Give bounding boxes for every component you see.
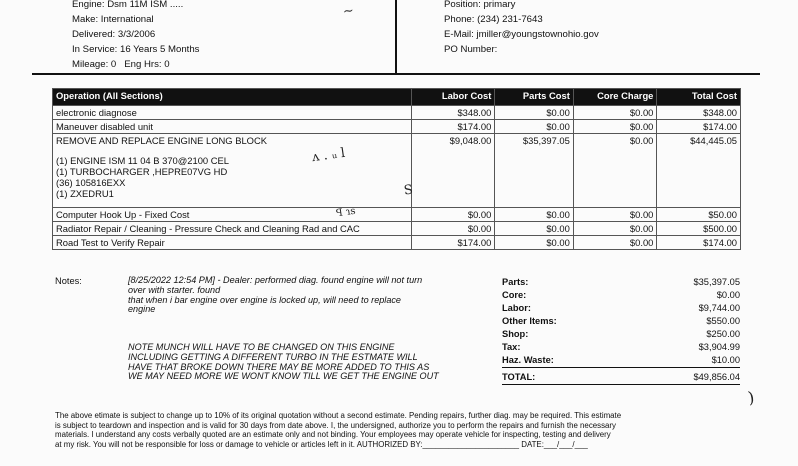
core-cell: $0.00 — [573, 208, 657, 222]
labor-cell: $0.00 — [411, 208, 495, 222]
parts-cell: $0.00 — [495, 106, 573, 120]
labor-cell: $0.00 — [411, 222, 495, 236]
summary-label: Haz. Waste: — [502, 355, 554, 365]
summary-row — [502, 328, 740, 341]
table-row — [53, 134, 741, 208]
col-parts: Parts Cost — [495, 89, 573, 106]
summary-value: $250.00 — [706, 329, 740, 339]
summary-row — [502, 289, 740, 302]
operation-cell: Radiator Repair / Cleaning - Pressure Check and Cleaning Rad and CAC — [53, 222, 412, 236]
labor-cell: $348.00 — [411, 106, 495, 120]
parts-cell: $0.00 — [495, 222, 573, 236]
summary-label: Labor: — [502, 303, 531, 313]
labor-cell: $174.00 — [411, 120, 495, 134]
contact-info — [444, 0, 599, 57]
operation-cell: Road Test to Verify Repair — [53, 236, 412, 250]
table-row — [53, 106, 741, 120]
handwritten-mark: S — [402, 182, 414, 199]
position-line: Position: primary — [444, 0, 516, 10]
note-line: over with starter. found — [128, 284, 221, 295]
col-labor: Labor Cost — [411, 89, 495, 106]
footer-line: The above etimate is subject to change up to 10% of its original quotation without a second estimate. Pending repairs, further diag. may be required. This estimate — [55, 411, 622, 420]
summary-total-label: TOTAL: — [502, 372, 536, 382]
pen-mark: ~ — [342, 3, 355, 20]
operation-title: REMOVE AND REPLACE ENGINE LONG BLOCK — [56, 135, 267, 146]
table-row — [53, 222, 741, 236]
col-operation: Operation (All Sections) — [53, 89, 412, 106]
caps-line: WE MAY NEED MORE WE WONT KNOW TILL WE GET THE ENGINE OUT — [128, 371, 439, 382]
phone-line: Phone: (234) 231-7643 — [444, 14, 543, 25]
operation-cell: Maneuver disabled unit — [53, 120, 412, 134]
parts-cell: $0.00 — [495, 120, 573, 134]
engine-hours: Eng Hrs: 0 — [124, 59, 170, 70]
note-line: that when i bar engine over engine is locked up, will need to replace — [128, 294, 401, 305]
summary-label: Parts: — [502, 277, 529, 287]
summary-row — [502, 354, 740, 368]
notes-caps — [128, 343, 500, 382]
mileage: Mileage: 0 — [72, 59, 117, 70]
operation-cell: electronic diagnose — [53, 106, 412, 120]
labor-cell: $9,048.00 — [411, 134, 495, 208]
summary-label: Core: — [502, 290, 527, 300]
operations-table — [52, 88, 741, 250]
vehicle-info — [72, 0, 199, 72]
footer-line: at my risk. You will not be responsible for loss or damage to vehicle or articles left in it. AUTHORIZED BY:______________________ DATE:___/___/___ — [55, 439, 588, 449]
total-cell: $174.00 — [657, 120, 741, 134]
header-rule — [32, 73, 760, 75]
notes-label: Notes: — [55, 276, 82, 286]
col-core: Core Charge — [573, 89, 657, 106]
summary-row — [502, 276, 740, 289]
note-line: engine — [128, 304, 156, 315]
parts-cell: $35,397.05 — [495, 134, 573, 208]
footer-line: materials. I understand any costs verbally quoted are an estimate only and not binding. Your employees may operate vehicle for inspecting, testing and delivery — [55, 430, 611, 439]
core-cell: $0.00 — [573, 222, 657, 236]
summary-value: $10.00 — [711, 355, 740, 365]
total-cell: $348.00 — [657, 106, 741, 120]
core-cell: $0.00 — [573, 134, 657, 208]
delivered-line: Delivered: 3/3/2006 — [72, 29, 156, 40]
header-divider — [395, 0, 397, 73]
table-row — [53, 208, 741, 222]
summary-value: $3,904.99 — [698, 342, 740, 352]
part-line: (36) 105816EXX — [56, 177, 126, 188]
footer-disclaimer — [55, 411, 741, 449]
total-cell: $174.00 — [657, 236, 741, 250]
table-header — [53, 89, 741, 106]
total-cell: $50.00 — [657, 208, 741, 222]
summary-value: $550.00 — [706, 316, 740, 326]
caps-line: INCLUDING GETTING A DIFFERENT TURBO IN THE ESTMATE WILL — [128, 351, 418, 362]
summary-row — [502, 315, 740, 328]
note-line: [8/25/2022 12:54 PM] - Dealer: performed diag. found engine will not turn — [128, 275, 423, 285]
footer-line: is subject to teardown and inspection and is valid for 30 days from date above. I, the undersigned, authorize you to perform the repairs and furnish the necessary — [55, 420, 616, 430]
summary — [502, 276, 740, 385]
table-row — [53, 236, 741, 250]
summary-total-value: $49,856.04 — [693, 372, 740, 382]
operation-cell: Computer Hook Up - Fixed Cost — [53, 208, 412, 222]
core-cell: $0.00 — [573, 106, 657, 120]
part-line: (1) ZXEDRU1 — [56, 188, 114, 199]
summary-label: Shop: — [502, 329, 529, 339]
summary-label: Other Items: — [502, 316, 557, 326]
total-cell: $500.00 — [657, 222, 741, 236]
notes-body — [128, 276, 498, 315]
summary-row-total — [502, 370, 740, 385]
core-cell: $0.00 — [573, 236, 657, 250]
part-line: (1) TURBOCHARGER ,HEPRE07VG HD — [56, 166, 228, 177]
parts-cell: $0.00 — [495, 236, 573, 250]
summary-label: Tax: — [502, 342, 521, 352]
caps-line: HAVE THAT BROKE DOWN THERE MAY BE MORE ADDED TO THIS AS — [128, 361, 430, 372]
labor-cell: $174.00 — [411, 236, 495, 250]
in-service-line: In Service: 16 Years 5 Months — [72, 44, 200, 55]
total-cell: $44,445.05 — [657, 134, 741, 208]
table-row — [53, 120, 741, 134]
summary-value: $35,397.05 — [693, 277, 740, 287]
operation-cell — [53, 134, 412, 208]
summary-value: $0.00 — [716, 290, 740, 300]
pen-stroke: ) — [746, 387, 756, 408]
make-line: Make: International — [72, 14, 154, 25]
po-line: PO Number: — [444, 44, 498, 55]
mileage-line — [72, 57, 199, 72]
core-cell: $0.00 — [573, 120, 657, 134]
summary-row — [502, 341, 740, 354]
summary-value: $9,744.00 — [698, 303, 740, 313]
col-total: Total Cost — [657, 89, 741, 106]
part-line: (1) ENGINE ISM 11 04 B 370@2100 CEL — [56, 155, 229, 166]
caps-line: NOTE MUNCH WILL HAVE TO BE CHANGED ON THIS ENGINE — [128, 342, 395, 352]
handwritten-mark: ʌ . ᵤ l — [311, 145, 347, 166]
handwritten-mark: ꟼ ɿs — [335, 205, 357, 220]
summary-row — [502, 302, 740, 315]
email-line: E-Mail: jmiller@youngstownohio.gov — [444, 29, 599, 40]
engine-line: Engine: Dsm 11M ISM ..... — [72, 0, 184, 10]
parts-cell: $0.00 — [495, 208, 573, 222]
